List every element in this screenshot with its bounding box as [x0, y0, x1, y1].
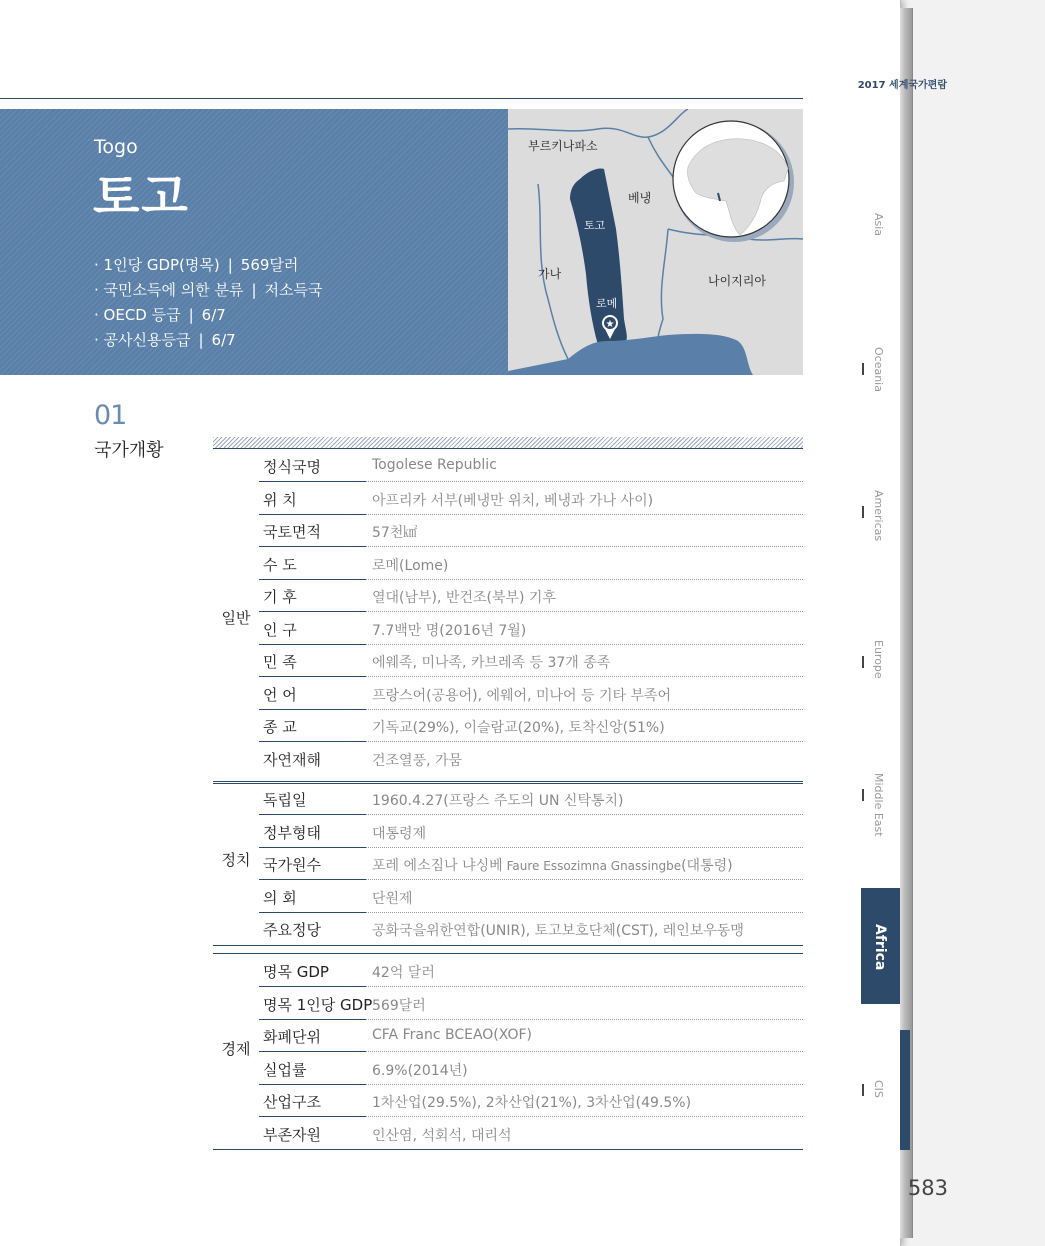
tab-tick: [862, 1084, 864, 1096]
map-label-togo: 토고: [584, 219, 606, 232]
map-label-burkina: 부르키나파소: [528, 139, 598, 153]
row-key: 위 치: [263, 490, 297, 509]
country-korean-name: 토고: [93, 169, 190, 225]
table-row: [259, 988, 803, 1020]
table-row: [259, 483, 803, 515]
row-key: 국가원수: [263, 856, 321, 874]
table-row: [259, 678, 803, 710]
row-value: 건조열풍, 가뭄: [372, 752, 463, 769]
page-edge-marker: [900, 1030, 910, 1150]
table-row: [259, 848, 803, 880]
group-label: 경제: [221, 1039, 251, 1058]
table-group: [213, 773, 803, 946]
row-key: 화폐단위: [263, 1028, 321, 1046]
row-key: 수 도: [263, 555, 297, 574]
row-key: 부존자원: [263, 1125, 321, 1144]
map-label-benin: 베냉: [628, 191, 652, 205]
fact-item: · OECD 등급 | 6/7: [94, 306, 226, 324]
row-value: 57천㎢: [372, 525, 418, 541]
row-value: 1차산업(29.5%), 2차산업(21%), 3차산업(49.5%): [372, 1095, 692, 1111]
row-value: 기독교(29%), 이슬람교(20%), 토착신앙(51%): [372, 720, 665, 736]
page-number: 583: [907, 1176, 948, 1200]
row-value: 포레 에소짐나 냐싱베 Faure Essozimna Gnassingbe(대통령): [372, 858, 733, 874]
row-key: 주요정당: [263, 921, 321, 939]
row-value: 6.9%(2014년): [372, 1062, 468, 1079]
country-english-name: Togo: [94, 136, 138, 158]
running-title: 2017 세계국가편람: [857, 80, 947, 91]
table-row: [259, 1053, 803, 1085]
table-row: [259, 1020, 803, 1052]
table-row: [259, 645, 803, 677]
row-value: 대통령제: [372, 825, 427, 842]
row-key: 기 후: [263, 588, 297, 606]
group-rule: [213, 953, 803, 954]
row-key: 명목 1인당 GDP: [263, 995, 373, 1014]
row-key: 정부형태: [263, 823, 321, 842]
row-value: 프랑스어(공용어), 에웨어, 미나어 등 기타 부족어: [372, 687, 672, 704]
table-row: [259, 580, 803, 612]
row-key: 인 구: [263, 620, 297, 639]
row-key: 의 회: [263, 888, 297, 907]
group-label: 일반: [221, 608, 251, 627]
row-value: 열대(남부), 반건조(북부) 기후: [372, 590, 556, 606]
table-row: [259, 710, 803, 742]
row-value: 단원제: [372, 890, 413, 907]
table-row: [259, 450, 803, 482]
row-value: 7.7백만 명(2016년 7월): [372, 622, 527, 639]
country-map: [508, 109, 803, 375]
row-key: 산업구조: [263, 1093, 321, 1111]
row-value: 인산염, 석회석, 대리석: [372, 1127, 512, 1144]
table-row: [259, 1085, 803, 1117]
section-number: 01: [94, 400, 127, 431]
header-rule: [0, 98, 803, 99]
row-value: 569달러: [372, 997, 426, 1014]
row-value: CFA Franc BCEAO(XOF): [372, 1027, 532, 1043]
row-key: 종 교: [263, 718, 297, 736]
svg-text:★: ★: [605, 319, 615, 330]
row-key: 자연재해: [263, 750, 321, 769]
table-row: [259, 515, 803, 547]
tab-tick: [862, 789, 864, 801]
tab-tick: [862, 506, 864, 518]
row-value: 공화국을위한연합(UNIR), 토고보호단체(CST), 레인보우동맹: [372, 923, 744, 939]
row-value: 아프리카 서부(베냉만 위치, 베냉과 가나 사이): [372, 492, 654, 509]
tab-africa[interactable]: Africa: [861, 888, 900, 1004]
row-key: 독립일: [263, 791, 307, 809]
row-key: 언 어: [263, 685, 297, 704]
table-group: [213, 945, 803, 1150]
table-group: [213, 449, 803, 784]
map-label-capital: 로메: [596, 297, 618, 310]
row-key: 민 족: [263, 653, 297, 671]
tab-tick: [862, 363, 864, 375]
section-title: 국가개황: [94, 440, 164, 461]
key-facts: [94, 253, 323, 353]
table-row: [259, 783, 803, 815]
table-row: [259, 955, 803, 987]
row-key: 명목 GDP: [263, 963, 329, 981]
map-label-ghana: 가나: [538, 267, 562, 281]
row-value: 로메(Lome): [372, 557, 449, 574]
fact-item: · 1인당 GDP(명목) | 569달러: [94, 256, 299, 274]
table-row: [259, 881, 803, 913]
row-key: 정식국명: [263, 458, 321, 476]
tab-tick: [862, 656, 864, 668]
row-value: 42억 달러: [372, 965, 435, 981]
row-value: Togolese Republic: [372, 457, 497, 473]
fact-item: · 국민소득에 의한 분류 | 저소득국: [94, 281, 323, 299]
section-stripe: [213, 437, 803, 448]
table-row: [259, 548, 803, 580]
table-row: [259, 743, 803, 775]
table-row: [259, 1118, 803, 1150]
row-key: 실업률: [263, 1060, 307, 1079]
fact-item: · 공사신용등급 | 6/7: [94, 331, 236, 349]
table-row: [259, 816, 803, 848]
group-label: 정치: [221, 851, 251, 870]
row-value: 1960.4.27(프랑스 주도의 UN 신탁통치): [372, 793, 624, 809]
table-row: [259, 913, 803, 945]
row-value: 에웨족, 미나족, 카브레족 등 37개 종족: [372, 655, 611, 671]
map-label-nigeria: 나이지리아: [708, 274, 766, 288]
table-row: [259, 613, 803, 645]
row-key: 국토면적: [263, 523, 321, 541]
group-rule: [213, 781, 803, 782]
